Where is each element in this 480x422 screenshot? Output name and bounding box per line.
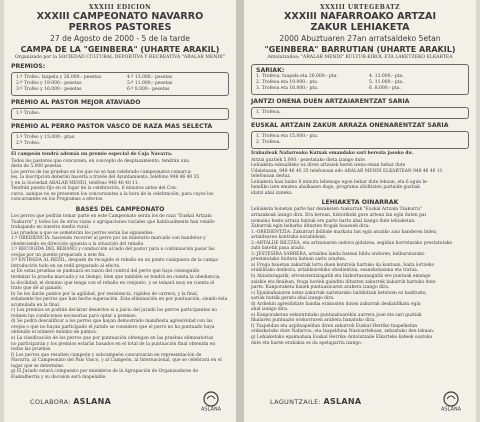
- text-line: Lehiaketa honetan parte har dezaketen txakurrak "Euskal Artzain Txakurra": [251, 207, 422, 213]
- pastor-heading: PREMIO AL PASTOR MEJOR ATAVIADO: [11, 99, 141, 106]
- text-line: curso, aunque no se presenten los concursantes a la hora de la celebración, para cuyos los: [11, 191, 214, 197]
- jantzi-box: [251, 107, 469, 119]
- zakur-box: [251, 131, 469, 149]
- event-place: "GEINBERA" BARRUTIAN (UHARTE ARAKIL): [264, 45, 456, 54]
- text-line: d) Se podrá descalificar a los perros que hayan demostrado manifiesta agresividad con las: [11, 319, 213, 325]
- prize-item: 1.º Trofeo.: [16, 111, 41, 116]
- prize-item: 1.º Trofeo, txapela y 26.000.- pesetas: [16, 75, 102, 80]
- text-line: Los perros que podrán tomar parte en este Campeonato serán los de raza "Euskal Artzain: [11, 213, 212, 219]
- text-line: zaizkie eta finalean, froga horiek gainditu dituzten zakurrek bakarrik hartuko dute: [251, 279, 436, 285]
- prize-item: 1. Trofeoa eta 15.000.- pta.: [256, 134, 319, 139]
- event-place: CAMPA DE LA "GEINBERA" (UHARTE ARAKIL): [20, 45, 220, 54]
- page-title: [11, 12, 229, 33]
- text-line: ordezkatuko dute Nafarroa, eta txapelduna Nazioartekoan, zehaztuko den lekuan.: [251, 329, 435, 335]
- aslana-logo-icon: [436, 390, 466, 412]
- prize-item: 1. Trofeoa, txapela eta 26.000.- pta.: [256, 74, 338, 79]
- text-line: ovejas o que no hayan participado el jurado se considere que el perro no ha puntuado haya: [11, 324, 215, 330]
- jantzi-heading: JANTZI ONENA DUEN ARTZAIARENTZAT SARIA: [251, 98, 410, 105]
- title-line-2: PERROS PASTORES: [68, 21, 172, 33]
- text-line: solamente los perros que han hecho superación. Esta eliminación en por puntuación, siendo ésta: [11, 297, 228, 303]
- oinarriak-heading: LEHIAKETA OINARRAK: [321, 199, 399, 207]
- text-line: no participarán y los premios estarán basados en el total de la puntuación final obtenida en: [11, 341, 216, 347]
- text-line: sariak hutsik geratu ahal izango dira.: [251, 296, 335, 302]
- caja-line: El campeón tendrá además un premio especial de Caja Navarra.: [11, 152, 173, 157]
- sariak-heading: SARIAK:: [256, 67, 285, 74]
- oinarriak-text: [251, 207, 469, 346]
- sponsor-prefix: COLABORA:: [30, 397, 71, 406]
- text-line: dute eta haren erabakia ez da apelagarria izango.: [251, 340, 363, 346]
- sponsor-name: ASLANA: [73, 396, 112, 406]
- vasco-box: [11, 132, 229, 150]
- text-line: acumulada en la final.: [11, 302, 61, 308]
- text-line: todas las pruebas.: [11, 347, 52, 353]
- text-line: artaldearen kontrako norabidean.: [251, 235, 327, 241]
- text-line: Lehiaketa eskualdeko ez diren artzaiek beren izena eman behar dute: [251, 163, 406, 169]
- text-line: a) En estas pruebas se puntuará en razón del control del perro que haya conseguido: [11, 269, 200, 275]
- text-line: terminar la prueba marcada y su tiempo, bien que también se tendrá en cuenta la obediencia,: [11, 274, 221, 280]
- text-line: 3.-JESTESIRA SARRERA, artaldea landa batean bildu ondoren, helburutarako: [251, 251, 425, 257]
- text-line: f) Los perros que resulten campeón y subcampeón concursarán en representación de: [11, 352, 202, 358]
- text-line: 1.-OBEDIENTZIA: Zakurrari ibilbide markatu bat egin araziko zaio banderen bidez,: [251, 229, 438, 235]
- text-line: Las pruebas a que se someterán los perros serán las siguientes:: [11, 230, 154, 236]
- text-line: b) Abiaduragatik, erresistentziagatik eta bizkortasunagatik ere puntuak emango: [251, 273, 431, 279]
- sponsor-prefix: LAGUNTZAILE:: [270, 397, 322, 406]
- organizer: Organizado por la SOCIEDAD CULTURAL DEPORTIVA Y RECREATIVA "ARALAR MENDI": [15, 55, 225, 60]
- prize-item: 6. 8.000.- pta.: [369, 86, 401, 91]
- prize-item: 2. Trofeoa.: [256, 140, 281, 145]
- text-line: trato que dé al ganado.: [11, 286, 63, 292]
- bases-heading: BASES DEL CAMPEONATO: [75, 205, 165, 213]
- prize-item: 3. Trofeoa eta 16.000.- pta.: [256, 86, 319, 91]
- text-line: introducirlo todo en un redil preparado al efecto.: [11, 263, 121, 269]
- text-line: prestatutako itxitura batean sartu araztea.: [251, 257, 347, 263]
- prize-item: 2. Trofeoa eta 19.000.- pta.: [256, 80, 319, 85]
- prize-item: 1.º Trofeo y 15.000.- ptas.: [16, 135, 76, 140]
- text-line: zubi batetik pasa araziz.: [251, 246, 306, 252]
- premios-heading: PREMIOS:: [11, 63, 46, 70]
- text-line: y en la Sociedad ARALAR MENDI, teléfono 948 46 40 11.: [11, 180, 140, 186]
- text-line: 2.º RECOGIDA DEL REBAÑO y conducción al lado del pastor para a continuación pasar las: [11, 247, 215, 253]
- aslana-logo-icon: [196, 390, 226, 412]
- sponsor-label: [270, 397, 361, 406]
- text-line: 2.-ARTALDE BILTZEA, eta artzainaren ondora gidatzea, segidan horretarako prestatutako: [251, 240, 453, 246]
- page-spanish: [4, 0, 236, 422]
- text-line: 3.º ENTRADA AL REDIL, después de recogido el rebaño en un punto cualquiera de la campa: [11, 258, 218, 264]
- text-line: Lehiaketa hasi baino 6 minutu lehenago egon behar dute lekuan, eta 6 agun le-: [251, 179, 429, 185]
- text-line: erabilitako denbora, artaldearekiko obedientzia, esanekotasuna eta tratua.: [251, 268, 419, 274]
- title-line-1: XXXIII NAFARROAKO ARTZAI: [283, 11, 437, 22]
- text-line: e) Kanporaketan eskuratutako puntuazioarekin aurrera joan eta sari guztiak: [251, 312, 422, 318]
- text-line: f) Txapeldun eta azpitxapeldun diren zakurrek Euskal Herriko txapelketan: [251, 323, 418, 329]
- text-line: hendiko izen ematea ahalkazen dugu, programa zibilitaten partaide guztiak: [251, 185, 420, 191]
- text-line: Todos los pastores que concursen, en concepto de desplazamiento, tendrán una: [11, 158, 189, 164]
- intro-text: [11, 159, 229, 203]
- text-line: c) Los premios se podrán declarar desiertos si a juicio del jurado los perros participantes no: [11, 308, 217, 314]
- prize-item: 4. 13.000.- pta.: [369, 74, 404, 79]
- pastor-box: [11, 108, 229, 120]
- event-date: 2000 Abuztuaren 27an arratsaldeko 5etan: [279, 34, 441, 43]
- text-line: obedeciendo en dirección opuesta a la situación del rebaño.: [11, 241, 145, 247]
- prize-item: 1. Trofeoa.: [256, 110, 281, 115]
- text-line: a) Froga hauetan zakurrak lortu duen kontrola hartuko da kontuan, baita lortzeko: [251, 262, 435, 268]
- text-line: concursantes en los Programas a efectos.: [11, 197, 104, 203]
- intro-text: [251, 158, 469, 197]
- page-title: [251, 12, 469, 33]
- text-line: ovejas por un puente preparado a este fin.: [11, 252, 106, 258]
- text-line: Los perros de las pruebas en los que no se han celebrado campeonatos comarca-: [11, 169, 192, 175]
- text-line: obtenido el número mínimo de puntos.: [11, 330, 98, 336]
- bases-text: [11, 214, 229, 380]
- text-line: nomaino beste arraza batzuk ere parte hartu ahal izango dute lehiaketan.: [251, 218, 416, 224]
- prize-item: 2.º Trofeo.: [16, 141, 41, 146]
- vasco-heading: PREMIO AL PERRO PASTOR VASCO DE RAZA MAS SELECTA: [11, 123, 213, 130]
- organizer: Antolatzailea: "ARALAR MENDI" KULTUR-KIROL ETA LAKETZEKO ELKARTEA: [267, 55, 453, 60]
- text-line: 1.º OBEDIENCIA: haciendo recorrer al perro por un itinerario marcado con banderas y: [11, 236, 206, 242]
- text-line: les, la inscripción deberán hacerla a través del Ayuntamiento, teléfono 948 46 40 35: [11, 175, 200, 181]
- logo-text: ASLANA: [200, 406, 222, 412]
- text-line: g) El Jurado estará compuesto por miembros de la Agrupación de Organizadores de: [11, 369, 199, 375]
- text-line: c) Epaimahaiaren ustez zakurrak sarietarako baldintzak betetzen ez badituzte,: [251, 290, 427, 296]
- text-line: b) Se les darán puntos por la agilidad, por resistencia, rapidez de carrera, y la final,: [11, 291, 199, 297]
- prize-item: 4.º 13.000.- pesetas: [127, 75, 173, 80]
- text-line: Euskalherria y su decisión será inapelable.: [11, 374, 107, 380]
- logo-text: ASLANA: [440, 406, 462, 412]
- page-basque: [244, 0, 476, 422]
- text-line: d) Ardiekin agresibitate handia erakusten duten zakurrak deskalifikatu egin: [251, 301, 421, 307]
- edition-label: XXXIII EDICION: [88, 4, 152, 11]
- prize-item: 5.º 11.000.- pesetas: [127, 81, 173, 86]
- text-line: idatzi ahal izateko.: [251, 190, 293, 196]
- prize-item: 5. 11.000.- pta.: [369, 80, 404, 85]
- premios-box: [11, 72, 229, 96]
- sponsor-row: [270, 390, 466, 412]
- event-date: 27 de Agosto de 2000 - 5 de la tarde: [50, 34, 190, 43]
- text-line: Udaletxean, 948 46 40 35 telefonoan edo ARALAR MENDI ELKARTEAN 948 46 40 11: [251, 168, 443, 174]
- text-line: finalaren puntuazio orokorraren arabera banatuko dira.: [251, 318, 376, 324]
- sponsor-name: ASLANA: [323, 396, 362, 406]
- prize-item: 3.º Trofeo y 16.000.- pesetas: [16, 87, 82, 92]
- page-gutter: [236, 0, 244, 422]
- kutxa-line: Irabazleak Nafarroako Kutxak emandako sari berezia jasoko du.: [251, 151, 414, 156]
- text-line: Zakurrak egin beharko dituzten frogak hauexek dira:: [251, 224, 370, 230]
- prize-item: 2.º Trofeo y 19.000.- pesetas: [16, 81, 82, 86]
- text-line: Txakurra" y todos los de otras razas o agrupaciones raciales que habitualmente han venido: [11, 219, 215, 225]
- prize-item: 6.º 8.000.- pesetas: [127, 87, 170, 92]
- sariak-box: [251, 64, 469, 95]
- text-line: dieta de 5.000 pesetas.: [11, 164, 63, 170]
- text-line: la docilidad, el dominio que tenga con el rebaño en conjunto, y se tomará muy en cuenta el: [11, 280, 215, 286]
- text-line: Navarra, al Campeonato del País Vasco, y al Campeón, al Internacional, que se celebrará en el: [11, 358, 222, 364]
- text-line: e) La clasificación de los perros que por puntuación obtengan en las pruebas eliminatorias: [11, 336, 214, 341]
- edition-label: XXXIII URTEGEBATZ: [319, 4, 401, 11]
- text-line: Tendrán puesto fijo en el lugar de la celebración, 6 minutos antes del Con-: [11, 186, 178, 192]
- text-line: g) Lehiaketako epaimahaia Euskal Herriko Antolatzaile Elkarteko kideek osatuko: [251, 335, 433, 340]
- text-line: parte. Kanporaketa hauek puntuazioaren arabera izango dira.: [251, 285, 390, 291]
- text-line: Artzai guztiek 5.000.- pezetatako dieta izango dute.: [251, 157, 367, 163]
- text-line: reúnen las condiciones necesarias para optar a premios.: [11, 313, 137, 319]
- text-line: trabajando en nuestro medio rural.: [11, 225, 90, 231]
- title-line-2: ZAKUR LEHIAKETA: [310, 21, 410, 33]
- text-line: ahal izango dira.: [251, 307, 289, 313]
- text-line: lugar que se determine.: [11, 363, 65, 369]
- text-line: telefonoan deituz.: [251, 174, 292, 180]
- sponsor-row: [30, 390, 226, 412]
- text-line: arrazakoak izango dira. Era berean, historikoki gure artean lan egin duten gai: [251, 212, 426, 218]
- sponsor-label: [30, 397, 111, 406]
- title-line-1: XXXIII CAMPEONATO NAVARRO: [36, 11, 204, 22]
- zakur-heading: EUSKAL ARTZAIN ZAKUR ARRAZA ONENARENTZAT SARIA: [251, 122, 449, 129]
